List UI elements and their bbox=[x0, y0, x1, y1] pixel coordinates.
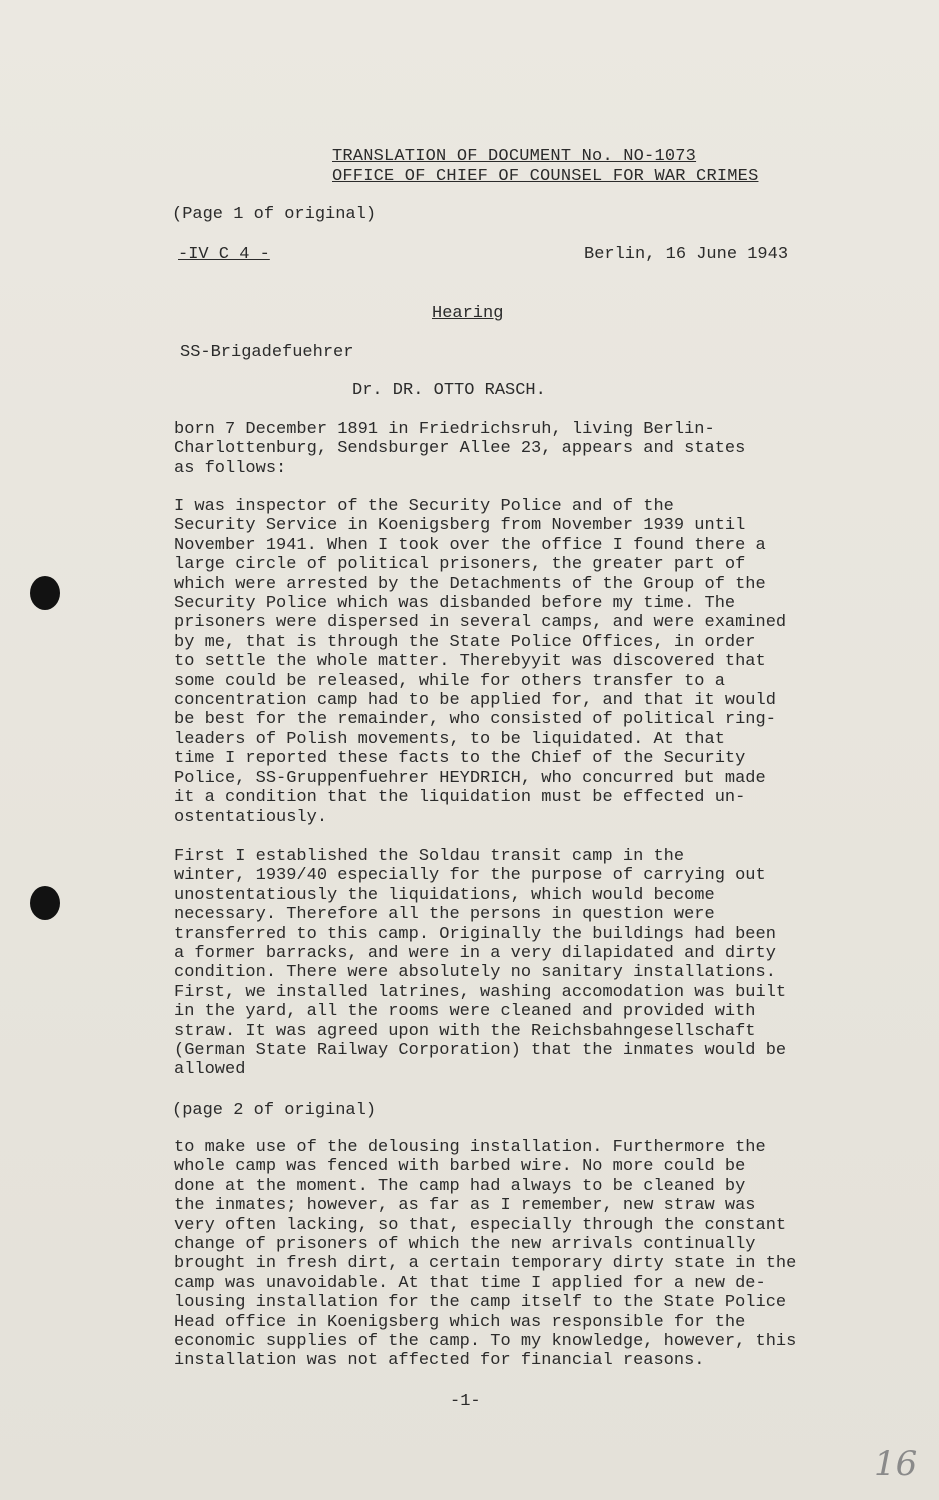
page-number: -1- bbox=[450, 1392, 481, 1411]
body-paragraph-3: to make use of the delousing installation. Furthermore the whole camp was fenced with barbed wire. No more could be done at the moment. The camp had always to be cleaned by the inmates; however, as far as I remember, new straw was very often lacking, so that, especially through the constant change of prisoners of which the new arrivals continually brought in fresh dirt, a certain temporary dirty state in the camp was unavoidable. At that time I applied for a new de- lousing installation for the camp itself to the State Police Head office in Koenigsberg which was responsible for the economic supplies of the camp. To my knowledge, however, this installation was not affected for financial reasons. bbox=[174, 1138, 797, 1371]
page-note: (Page 1 of original) bbox=[172, 205, 377, 224]
person-name: Dr. DR. OTTO RASCH. bbox=[352, 381, 546, 400]
header-line-2: OFFICE OF CHIEF OF COUNSEL FOR WAR CRIMES bbox=[332, 167, 759, 186]
place-date: Berlin, 16 June 1943 bbox=[584, 245, 789, 264]
rank: SS-Brigadefuehrer bbox=[180, 343, 354, 362]
punch-hole bbox=[30, 576, 60, 610]
body-paragraph-1: I was inspector of the Security Police and of the Security Service in Koenigsberg from November 1939 until November 1941. When I took over the office I found there a large circle of political prisoners, the greater part of which were arrested by the Detachments of the Group of the Security Police which was disbanded before my time. The prisoners were dispersed in several camps, and were examined by me, that is through the State Police Offices, in order to settle the whole matter. Therebyyit was discovered that some could be released, while for others transfer to a concentration camp had to be applied for, and that it would be best for the remainder, who consisted of political ring- leaders of Polish movements, to be liquidated. At that time I reported these facts to the Chief of the Security Police, SS-Gruppenfuehrer HEYDRICH, who concurred but made it a condition that the liquidation must be effected un- ostentatiously. bbox=[174, 497, 787, 827]
document-title: Hearing bbox=[432, 304, 504, 323]
punch-hole bbox=[30, 886, 60, 920]
body-paragraph-2: First I established the Soldau transit camp in the winter, 1939/40 especially for the purpose of carrying out unostentatiously the liquidations, which would become necessary. Therefore all the persons in question were transferred to this camp. Originally the buildings had been a former barracks, and were in a very dilapidated and dirty condition. There were absolutely no sanitary installations. First, we installed latrines, washing accomodation was built in the yard, all the rooms were cleaned and provided with straw. It was agreed upon with the Reichsbahngesellschaft (German State Railway Corporation) that the inmates would be allowed bbox=[174, 847, 787, 1080]
header-line-1: TRANSLATION OF DOCUMENT No. NO-1073 bbox=[332, 147, 697, 166]
page-note: (page 2 of original) bbox=[172, 1101, 377, 1120]
handwritten-page-number: 16 bbox=[874, 1444, 918, 1484]
reference-code: -IV C 4 - bbox=[178, 245, 270, 264]
intro-paragraph: born 7 December 1891 in Friedrichsruh, living Berlin- Charlottenburg, Sendsburger Allee 23, appears and states as follows: bbox=[174, 420, 746, 478]
